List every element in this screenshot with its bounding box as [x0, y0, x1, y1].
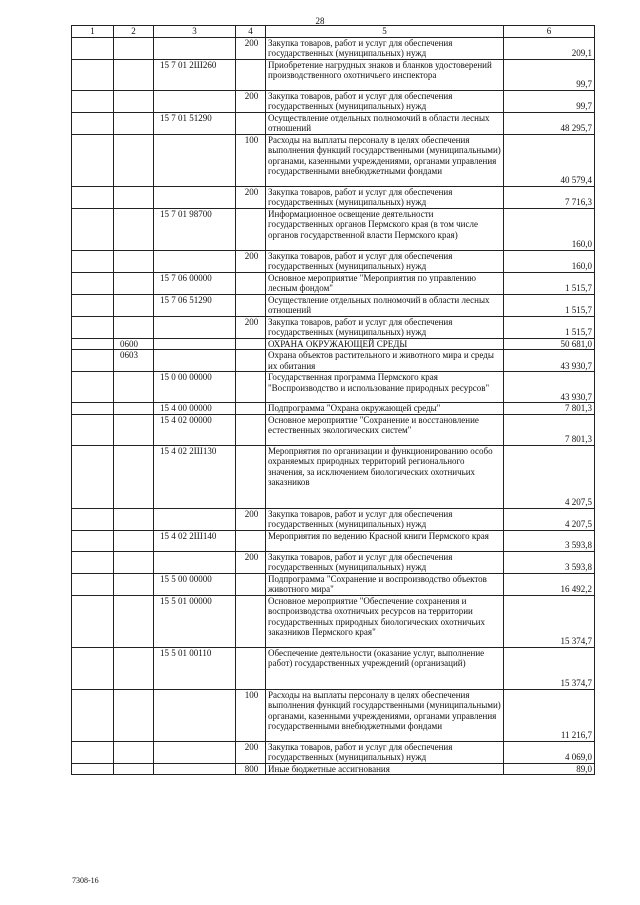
- column-header: 3: [154, 26, 236, 38]
- target-code-cell: [154, 186, 236, 208]
- section-code-cell: [114, 689, 154, 741]
- col1-cell: [72, 647, 114, 689]
- amount-cell: 89,0: [504, 763, 595, 775]
- expense-type-cell: [236, 272, 266, 294]
- col1-cell: [72, 112, 114, 134]
- col1-cell: [72, 403, 114, 415]
- table-row: [72, 508, 595, 530]
- expense-type-cell: [236, 59, 266, 90]
- amount-cell: 15 374,7: [504, 595, 595, 647]
- table-row: [72, 338, 595, 350]
- section-code-cell: [114, 272, 154, 294]
- col1-cell: [72, 294, 114, 316]
- amount-cell: 7 716,3: [504, 186, 595, 208]
- table-row: [72, 595, 595, 647]
- col1-cell: [72, 208, 114, 250]
- item-name-cell: Информационное освещение деятельности государственных органов Пермского края (в том числе органов государственной власти Пермского края): [266, 208, 504, 250]
- expense-type-cell: 100: [236, 134, 266, 186]
- amount-cell: 43 930,7: [504, 350, 595, 372]
- item-name-cell: Закупка товаров, работ и услуг для обеспечения государственных (муниципальных) нужд: [266, 90, 504, 112]
- target-code-cell: 15 0 00 00000: [154, 372, 236, 403]
- item-name-cell: Охрана объектов растительного и животного мира и среды их обитания: [266, 350, 504, 372]
- col1-cell: [72, 272, 114, 294]
- expense-type-cell: [236, 573, 266, 595]
- expense-type-cell: [236, 294, 266, 316]
- target-code-cell: [154, 689, 236, 741]
- table-row: [72, 741, 595, 763]
- target-code-cell: 15 7 06 51290: [154, 294, 236, 316]
- expense-type-cell: [236, 445, 266, 508]
- target-code-cell: 15 4 02 2Ш140: [154, 530, 236, 551]
- table-row: [72, 134, 595, 186]
- table-row: [72, 403, 595, 415]
- expense-type-cell: [236, 372, 266, 403]
- table-row: [72, 573, 595, 595]
- section-code-cell: [114, 37, 154, 59]
- table-row: [72, 414, 595, 445]
- footer-code: 7308-16: [72, 876, 99, 885]
- column-header: 4: [236, 26, 266, 38]
- expense-type-cell: 200: [236, 741, 266, 763]
- col1-cell: [72, 689, 114, 741]
- expense-type-cell: 200: [236, 508, 266, 530]
- amount-cell: 160,0: [504, 208, 595, 250]
- expense-type-cell: [236, 414, 266, 445]
- target-code-cell: [154, 316, 236, 338]
- section-code-cell: [114, 208, 154, 250]
- item-name-cell: Подпрограмма "Охрана окружающей среды": [266, 403, 504, 415]
- col1-cell: [72, 445, 114, 508]
- col1-cell: [72, 741, 114, 763]
- item-name-cell: Осуществление отдельных полномочий в области лесных отношений: [266, 294, 504, 316]
- table-row: [72, 647, 595, 689]
- item-name-cell: ОХРАНА ОКРУЖАЮЩЕЙ СРЕДЫ: [266, 338, 504, 350]
- section-code-cell: [114, 316, 154, 338]
- expense-type-cell: [236, 350, 266, 372]
- expense-type-cell: 200: [236, 37, 266, 59]
- expense-type-cell: [236, 595, 266, 647]
- col1-cell: [72, 59, 114, 90]
- amount-cell: 11 216,7: [504, 689, 595, 741]
- item-name-cell: Закупка товаров, работ и услуг для обеспечения государственных (муниципальных) нужд: [266, 508, 504, 530]
- target-code-cell: 15 5 01 00000: [154, 595, 236, 647]
- col1-cell: [72, 90, 114, 112]
- column-header: 5: [266, 26, 504, 38]
- item-name-cell: Закупка товаров, работ и услуг для обеспечения государственных (муниципальных) нужд: [266, 316, 504, 338]
- table-row: [72, 112, 595, 134]
- target-code-cell: 15 5 00 00000: [154, 573, 236, 595]
- table-row: [72, 272, 595, 294]
- budget-table: [71, 25, 595, 775]
- col1-cell: [72, 551, 114, 573]
- expense-type-cell: 200: [236, 90, 266, 112]
- section-code-cell: [114, 763, 154, 775]
- amount-cell: 40 579,4: [504, 134, 595, 186]
- section-code-cell: 0603: [114, 350, 154, 372]
- amount-cell: 1 515,7: [504, 272, 595, 294]
- target-code-cell: [154, 90, 236, 112]
- column-header: 2: [114, 26, 154, 38]
- table-row: [72, 250, 595, 272]
- amount-cell: 48 295,7: [504, 112, 595, 134]
- col1-cell: [72, 414, 114, 445]
- item-name-cell: Основное мероприятие "Сохранение и восстановление естественных экологических систем": [266, 414, 504, 445]
- target-code-cell: [154, 741, 236, 763]
- target-code-cell: [154, 338, 236, 350]
- target-code-cell: [154, 763, 236, 775]
- table-row: [72, 186, 595, 208]
- amount-cell: 209,1: [504, 37, 595, 59]
- amount-cell: 160,0: [504, 250, 595, 272]
- table-row: [72, 294, 595, 316]
- section-code-cell: [114, 551, 154, 573]
- item-name-cell: Закупка товаров, работ и услуг для обеспечения государственных (муниципальных) нужд: [266, 250, 504, 272]
- amount-cell: 3 593,8: [504, 530, 595, 551]
- section-code-cell: [114, 112, 154, 134]
- target-code-cell: [154, 250, 236, 272]
- table-row: [72, 90, 595, 112]
- expense-type-cell: [236, 530, 266, 551]
- section-code-cell: [114, 530, 154, 551]
- col1-cell: [72, 250, 114, 272]
- column-header: 1: [72, 26, 114, 38]
- expense-type-cell: [236, 338, 266, 350]
- section-code-cell: [114, 414, 154, 445]
- page-number: 28: [315, 16, 325, 26]
- col1-cell: [72, 186, 114, 208]
- amount-cell: 43 930,7: [504, 372, 595, 403]
- item-name-cell: Закупка товаров, работ и услуг для обеспечения государственных (муниципальных) нужд: [266, 37, 504, 59]
- section-code-cell: [114, 250, 154, 272]
- amount-cell: 4 069,0: [504, 741, 595, 763]
- target-code-cell: 15 4 02 00000: [154, 414, 236, 445]
- amount-cell: 4 207,5: [504, 445, 595, 508]
- column-header: 6: [504, 26, 595, 38]
- table-row: [72, 350, 595, 372]
- table-row: [72, 530, 595, 551]
- table-row: [72, 372, 595, 403]
- item-name-cell: Иные бюджетные ассигнования: [266, 763, 504, 775]
- target-code-cell: 15 4 02 2Ш130: [154, 445, 236, 508]
- item-name-cell: Мероприятия по ведению Красной книги Пермского края: [266, 530, 504, 551]
- section-code-cell: [114, 186, 154, 208]
- col1-cell: [72, 37, 114, 59]
- amount-cell: 1 515,7: [504, 316, 595, 338]
- col1-cell: [72, 316, 114, 338]
- col1-cell: [72, 338, 114, 350]
- section-code-cell: [114, 595, 154, 647]
- target-code-cell: [154, 134, 236, 186]
- expense-type-cell: [236, 112, 266, 134]
- target-code-cell: 15 7 01 98700: [154, 208, 236, 250]
- expense-type-cell: [236, 403, 266, 415]
- expense-type-cell: 800: [236, 763, 266, 775]
- col1-cell: [72, 763, 114, 775]
- expense-type-cell: 100: [236, 689, 266, 741]
- item-name-cell: Основное мероприятие "Мероприятия по управлению лесным фондом": [266, 272, 504, 294]
- col1-cell: [72, 530, 114, 551]
- item-name-cell: Подпрограмма "Сохранение и воспроизводство объектов животного мира": [266, 573, 504, 595]
- table-row: [72, 37, 595, 59]
- table-row: [72, 445, 595, 508]
- amount-cell: 50 681,0: [504, 338, 595, 350]
- amount-cell: 1 515,7: [504, 294, 595, 316]
- table-row: [72, 763, 595, 775]
- col1-cell: [72, 350, 114, 372]
- amount-cell: 3 593,8: [504, 551, 595, 573]
- table-row: [72, 208, 595, 250]
- section-code-cell: 0600: [114, 338, 154, 350]
- expense-type-cell: [236, 647, 266, 689]
- item-name-cell: Закупка товаров, работ и услуг для обеспечения государственных (муниципальных) нужд: [266, 186, 504, 208]
- col1-cell: [72, 573, 114, 595]
- target-code-cell: 15 7 01 51290: [154, 112, 236, 134]
- amount-cell: 16 492,2: [504, 573, 595, 595]
- item-name-cell: Расходы на выплаты персоналу в целях обеспечения выполнения функций государственными (муниципальными) органами, казенными учреждениями, органами управления государственными внебюджетными фондами: [266, 689, 504, 741]
- item-name-cell: Обеспечение деятельности (оказание услуг, выполнение работ) государственных учреждений (организаций): [266, 647, 504, 689]
- expense-type-cell: 200: [236, 316, 266, 338]
- section-code-cell: [114, 90, 154, 112]
- item-name-cell: Закупка товаров, работ и услуг для обеспечения государственных (муниципальных) нужд: [266, 551, 504, 573]
- table-row: [72, 689, 595, 741]
- amount-cell: 7 801,3: [504, 403, 595, 415]
- section-code-cell: [114, 445, 154, 508]
- section-code-cell: [114, 573, 154, 595]
- section-code-cell: [114, 294, 154, 316]
- item-name-cell: Мероприятия по организации и функционированию особо охраняемых природных территорий регионального значения, за исключением биологических охотничьих заказников: [266, 445, 504, 508]
- item-name-cell: Приобретение нагрудных знаков и бланков удостоверений производственного охотничьего инспектора: [266, 59, 504, 90]
- item-name-cell: Государственная программа Пермского края "Воспроизводство и использование природных ресурсов": [266, 372, 504, 403]
- section-code-cell: [114, 134, 154, 186]
- item-name-cell: Закупка товаров, работ и услуг для обеспечения государственных (муниципальных) нужд: [266, 741, 504, 763]
- target-code-cell: [154, 551, 236, 573]
- section-code-cell: [114, 372, 154, 403]
- item-name-cell: Осуществление отдельных полномочий в области лесных отношений: [266, 112, 504, 134]
- amount-cell: 99,7: [504, 59, 595, 90]
- amount-cell: 15 374,7: [504, 647, 595, 689]
- col1-cell: [72, 595, 114, 647]
- expense-type-cell: [236, 208, 266, 250]
- col1-cell: [72, 134, 114, 186]
- col1-cell: [72, 508, 114, 530]
- section-code-cell: [114, 508, 154, 530]
- target-code-cell: [154, 350, 236, 372]
- section-code-cell: [114, 647, 154, 689]
- section-code-cell: [114, 403, 154, 415]
- expense-type-cell: 200: [236, 186, 266, 208]
- table-row: [72, 59, 595, 90]
- amount-cell: 7 801,3: [504, 414, 595, 445]
- col1-cell: [72, 372, 114, 403]
- target-code-cell: [154, 37, 236, 59]
- table-row: [72, 316, 595, 338]
- target-code-cell: 15 4 00 00000: [154, 403, 236, 415]
- table-header-row: [72, 26, 595, 38]
- expense-type-cell: 200: [236, 551, 266, 573]
- item-name-cell: Расходы на выплаты персоналу в целях обеспечения выполнения функций государственными (муниципальными) органами, казенными учреждениями, органами управления государственными внебюджетными фондами: [266, 134, 504, 186]
- target-code-cell: 15 5 01 00110: [154, 647, 236, 689]
- section-code-cell: [114, 59, 154, 90]
- section-code-cell: [114, 741, 154, 763]
- table-row: [72, 551, 595, 573]
- target-code-cell: 15 7 01 2Ш260: [154, 59, 236, 90]
- amount-cell: 4 207,5: [504, 508, 595, 530]
- amount-cell: 99,7: [504, 90, 595, 112]
- item-name-cell: Основное мероприятие "Обеспечение сохранения и воспроизводства охотничьих ресурсов на территории государственных природных биологических охотничьих заказников Пермского края": [266, 595, 504, 647]
- target-code-cell: [154, 508, 236, 530]
- expense-type-cell: 200: [236, 250, 266, 272]
- target-code-cell: 15 7 06 00000: [154, 272, 236, 294]
